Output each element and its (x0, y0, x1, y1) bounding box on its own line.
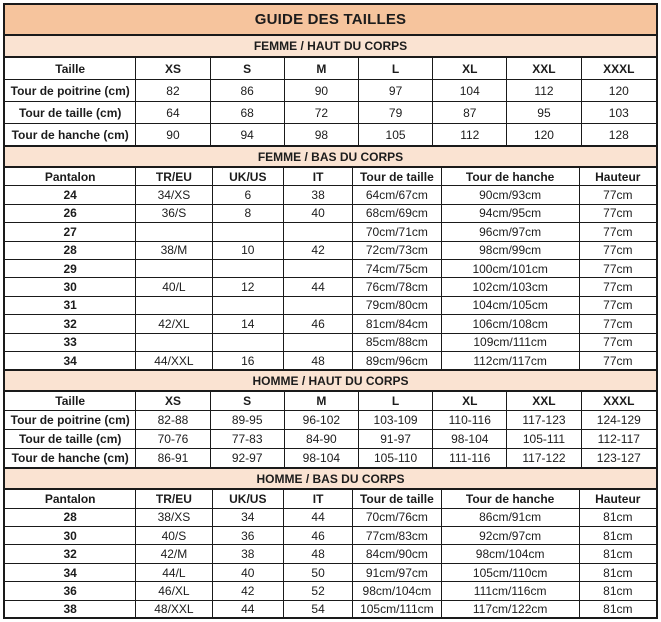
table-row (5, 411, 656, 430)
table-cell: 89-95 (210, 411, 284, 430)
column-header: Hauteur (579, 168, 656, 186)
table-cell: 86 (210, 80, 284, 102)
table-cell: 86-91 (136, 449, 210, 468)
row-label-cell: Tour de taille (cm) (5, 102, 136, 124)
table-cell: 98cm/104cm (353, 582, 442, 600)
table-cell (212, 296, 284, 314)
table-cell: 117-123 (507, 411, 581, 430)
table-row (5, 124, 656, 146)
table-cell: 85cm/88cm (353, 333, 442, 351)
section-table (5, 57, 656, 146)
row-label-cell: 38 (5, 600, 136, 618)
table-cell: 112 (507, 80, 581, 102)
table-cell: 77cm (579, 351, 656, 369)
table-cell: 112 (433, 124, 507, 146)
table-cell: 46/XL (136, 582, 212, 600)
row-label-cell: Tour de poitrine (cm) (5, 80, 136, 102)
table-cell: 36/S (136, 204, 212, 222)
table-cell: 98-104 (284, 449, 358, 468)
table-cell: 64cm/67cm (353, 186, 442, 204)
table-row (5, 80, 656, 102)
table-cell: 68cm/69cm (353, 204, 442, 222)
column-header: M (284, 58, 358, 80)
table-cell: 90 (136, 124, 210, 146)
table-cell: 70cm/71cm (353, 223, 442, 241)
table-cell: 77cm (579, 333, 656, 351)
table-row (5, 545, 656, 563)
table-cell: 42 (284, 241, 353, 259)
table-cell (284, 296, 353, 314)
table-cell: 105 (358, 124, 432, 146)
table-row (5, 259, 656, 277)
table-cell (284, 333, 353, 351)
table-cell: 81cm/84cm (353, 315, 442, 333)
table-cell: 64 (136, 102, 210, 124)
table-cell: 95 (507, 102, 581, 124)
row-label-cell: 32 (5, 315, 136, 333)
table-cell: 6 (212, 186, 284, 204)
table-header-row (5, 490, 656, 508)
section-table (5, 167, 656, 370)
table-cell: 77-83 (210, 430, 284, 449)
column-header: Tour de hanche (441, 168, 579, 186)
table-cell: 36 (212, 527, 284, 545)
column-header: XL (433, 392, 507, 411)
row-label-cell: 30 (5, 527, 136, 545)
table-cell: 87 (433, 102, 507, 124)
table-cell: 94cm/95cm (441, 204, 579, 222)
column-header: Pantalon (5, 168, 136, 186)
table-row (5, 600, 656, 618)
table-cell: 77cm (579, 315, 656, 333)
table-cell: 52 (284, 582, 353, 600)
table-cell: 77cm (579, 241, 656, 259)
column-header: L (358, 392, 432, 411)
table-cell: 100cm/101cm (441, 259, 579, 277)
table-cell: 48/XXL (136, 600, 212, 618)
table-cell: 92-97 (210, 449, 284, 468)
table-cell: 40 (212, 563, 284, 581)
table-cell: 91cm/97cm (353, 563, 442, 581)
table-row (5, 241, 656, 259)
section-header: FEMME / BAS DU CORPS (5, 146, 656, 167)
table-cell: 81cm (579, 508, 656, 526)
table-cell: 44 (284, 508, 353, 526)
row-label-cell: 26 (5, 204, 136, 222)
table-cell: 120 (581, 80, 656, 102)
table-cell: 42 (212, 582, 284, 600)
table-cell: 97 (358, 80, 432, 102)
table-cell: 34 (212, 508, 284, 526)
table-cell: 96cm/97cm (441, 223, 579, 241)
table-row (5, 508, 656, 526)
table-cell: 128 (581, 124, 656, 146)
table-row (5, 223, 656, 241)
table-cell (136, 296, 212, 314)
table-cell: 46 (284, 527, 353, 545)
table-cell: 48 (284, 545, 353, 563)
table-cell: 38 (284, 186, 353, 204)
table-row (5, 582, 656, 600)
column-header: TR/EU (136, 490, 212, 508)
table-cell: 111cm/116cm (441, 582, 579, 600)
size-guide-table (3, 3, 658, 619)
table-cell: 90cm/93cm (441, 186, 579, 204)
column-header: XXXL (581, 392, 656, 411)
row-label-cell: 30 (5, 278, 136, 296)
table-cell: 38 (212, 545, 284, 563)
table-cell: 77cm (579, 223, 656, 241)
row-label-cell: 28 (5, 508, 136, 526)
table-cell: 81cm (579, 563, 656, 581)
column-header: IT (284, 490, 353, 508)
row-label-cell: 34 (5, 563, 136, 581)
table-cell: 86cm/91cm (441, 508, 579, 526)
table-cell: 8 (212, 204, 284, 222)
table-cell: 77cm (579, 259, 656, 277)
column-header: Taille (5, 58, 136, 80)
table-cell: 54 (284, 600, 353, 618)
table-header-row (5, 58, 656, 80)
row-label-cell: 36 (5, 582, 136, 600)
row-label-cell: Tour de taille (cm) (5, 430, 136, 449)
table-cell: 94 (210, 124, 284, 146)
table-cell: 12 (212, 278, 284, 296)
table-cell: 81cm (579, 527, 656, 545)
row-label-cell: Tour de hanche (cm) (5, 124, 136, 146)
table-cell: 82 (136, 80, 210, 102)
table-cell (212, 223, 284, 241)
table-cell: 109cm/111cm (441, 333, 579, 351)
table-cell: 91-97 (358, 430, 432, 449)
table-cell: 72 (284, 102, 358, 124)
table-cell: 120 (507, 124, 581, 146)
section-table (5, 489, 656, 619)
table-cell: 111-116 (433, 449, 507, 468)
table-cell: 42/XL (136, 315, 212, 333)
table-cell: 44 (212, 600, 284, 618)
table-row (5, 315, 656, 333)
table-row (5, 527, 656, 545)
table-cell: 89cm/96cm (353, 351, 442, 369)
table-cell: 68 (210, 102, 284, 124)
column-header: L (358, 58, 432, 80)
column-header: XXL (507, 392, 581, 411)
row-label-cell: 31 (5, 296, 136, 314)
table-cell: 74cm/75cm (353, 259, 442, 277)
table-cell: 103 (581, 102, 656, 124)
table-cell: 40/S (136, 527, 212, 545)
table-cell: 112-117 (581, 430, 656, 449)
table-row (5, 102, 656, 124)
table-cell: 44 (284, 278, 353, 296)
row-label-cell: 24 (5, 186, 136, 204)
table-cell (212, 333, 284, 351)
column-header: XS (136, 392, 210, 411)
table-cell: 81cm (579, 545, 656, 563)
table-cell: 46 (284, 315, 353, 333)
table-cell: 110-116 (433, 411, 507, 430)
table-cell: 117cm/122cm (441, 600, 579, 618)
column-header: UK/US (212, 168, 284, 186)
table-cell: 124-129 (581, 411, 656, 430)
table-cell: 70cm/76cm (353, 508, 442, 526)
table-cell: 90 (284, 80, 358, 102)
column-header: TR/EU (136, 168, 212, 186)
table-cell: 76cm/78cm (353, 278, 442, 296)
table-cell: 77cm (579, 296, 656, 314)
table-cell: 77cm (579, 204, 656, 222)
table-cell: 106cm/108cm (441, 315, 579, 333)
column-header: M (284, 392, 358, 411)
table-cell: 79cm/80cm (353, 296, 442, 314)
section-table (5, 391, 656, 468)
column-header: XS (136, 58, 210, 80)
table-cell: 34/XS (136, 186, 212, 204)
table-cell (212, 259, 284, 277)
table-cell (284, 223, 353, 241)
column-header: XXXL (581, 58, 656, 80)
table-cell: 70-76 (136, 430, 210, 449)
table-cell (136, 333, 212, 351)
table-cell: 96-102 (284, 411, 358, 430)
table-row (5, 351, 656, 369)
column-header: XL (433, 58, 507, 80)
row-label-cell: 27 (5, 223, 136, 241)
table-cell: 103-109 (358, 411, 432, 430)
table-row (5, 278, 656, 296)
column-header: XXL (507, 58, 581, 80)
table-cell: 84-90 (284, 430, 358, 449)
table-cell (284, 259, 353, 277)
table-cell: 40 (284, 204, 353, 222)
table-cell: 98cm/104cm (441, 545, 579, 563)
table-cell: 14 (212, 315, 284, 333)
table-row (5, 449, 656, 468)
table-cell: 112cm/117cm (441, 351, 579, 369)
table-cell: 82-88 (136, 411, 210, 430)
table-cell: 77cm (579, 186, 656, 204)
row-label-cell: 28 (5, 241, 136, 259)
table-header-row (5, 168, 656, 186)
table-cell: 117-122 (507, 449, 581, 468)
row-label-cell: Tour de poitrine (cm) (5, 411, 136, 430)
table-row (5, 296, 656, 314)
table-cell: 98cm/99cm (441, 241, 579, 259)
column-header: S (210, 58, 284, 80)
table-cell: 92cm/97cm (441, 527, 579, 545)
table-cell (136, 259, 212, 277)
column-header: Tour de taille (353, 490, 442, 508)
table-row (5, 204, 656, 222)
table-cell: 40/L (136, 278, 212, 296)
row-label-cell: Tour de hanche (cm) (5, 449, 136, 468)
table-cell (136, 223, 212, 241)
table-cell: 44/XXL (136, 351, 212, 369)
table-cell: 50 (284, 563, 353, 581)
table-cell: 105cm/111cm (353, 600, 442, 618)
table-cell: 77cm/83cm (353, 527, 442, 545)
row-label-cell: 33 (5, 333, 136, 351)
table-cell: 44/L (136, 563, 212, 581)
table-cell: 105-111 (507, 430, 581, 449)
table-cell: 81cm (579, 582, 656, 600)
table-cell: 102cm/103cm (441, 278, 579, 296)
section-header: FEMME / HAUT DU CORPS (5, 36, 656, 57)
table-cell: 42/M (136, 545, 212, 563)
section-header: HOMME / HAUT DU CORPS (5, 370, 656, 391)
table-cell: 16 (212, 351, 284, 369)
table-cell: 98 (284, 124, 358, 146)
table-cell: 104 (433, 80, 507, 102)
column-header: Taille (5, 392, 136, 411)
table-cell: 81cm (579, 600, 656, 618)
column-header: Hauteur (579, 490, 656, 508)
sections (5, 36, 656, 619)
row-label-cell: 32 (5, 545, 136, 563)
column-header: Tour de taille (353, 168, 442, 186)
column-header: IT (284, 168, 353, 186)
table-cell: 105-110 (358, 449, 432, 468)
table-cell: 72cm/73cm (353, 241, 442, 259)
row-label-cell: 29 (5, 259, 136, 277)
table-cell: 105cm/110cm (441, 563, 579, 581)
table-cell: 84cm/90cm (353, 545, 442, 563)
table-cell: 38/XS (136, 508, 212, 526)
table-row (5, 333, 656, 351)
column-header: S (210, 392, 284, 411)
table-cell: 48 (284, 351, 353, 369)
table-cell: 38/M (136, 241, 212, 259)
row-label-cell: 34 (5, 351, 136, 369)
table-cell: 98-104 (433, 430, 507, 449)
table-row (5, 186, 656, 204)
page-title: GUIDE DES TAILLES (5, 5, 656, 36)
table-row (5, 563, 656, 581)
table-cell: 104cm/105cm (441, 296, 579, 314)
column-header: Tour de hanche (441, 490, 579, 508)
column-header: Pantalon (5, 490, 136, 508)
table-header-row (5, 392, 656, 411)
section-header: HOMME / BAS DU CORPS (5, 468, 656, 489)
table-row (5, 430, 656, 449)
column-header: UK/US (212, 490, 284, 508)
table-cell: 123-127 (581, 449, 656, 468)
table-cell: 10 (212, 241, 284, 259)
table-cell: 79 (358, 102, 432, 124)
table-cell: 77cm (579, 278, 656, 296)
